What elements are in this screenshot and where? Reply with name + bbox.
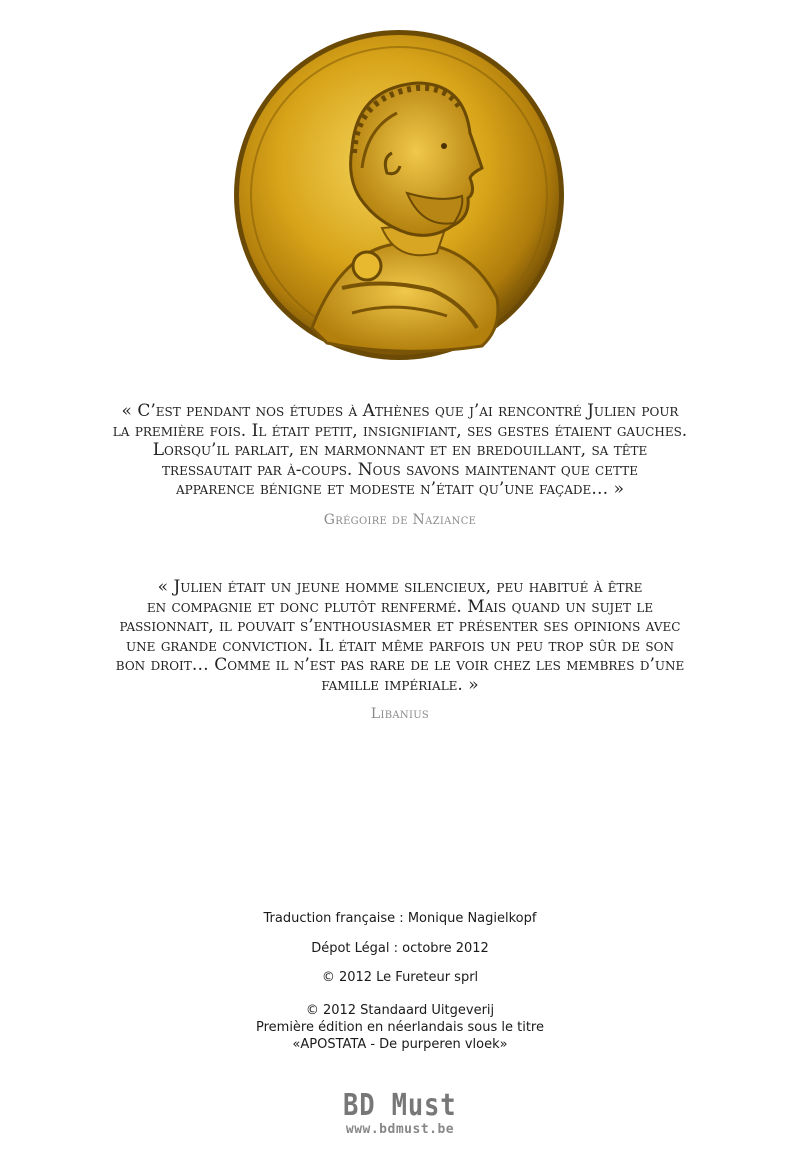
credit-block-original <box>150 1002 650 1053</box>
quote-line: la première fois. Il était petit, insignifiant, ses gestes étaient gauches. <box>112 420 688 441</box>
quote-line: en compagnie et donc plutôt renfermé. Mais quand un sujet le <box>146 596 654 617</box>
quote-line: bon droit… Comme il n’est pas rare de le voir chez les membres d’une <box>115 655 685 675</box>
quote-author-gregoire: Grégoire de Naziance <box>323 512 477 528</box>
logo-url: www.bdmust.be <box>345 1122 455 1137</box>
credit-legal-deposit: Dépot Légal : octobre 2012 <box>311 941 489 956</box>
gold-coin-icon <box>232 28 566 362</box>
credit-first-edition: Première édition en néerlandais sous le titre <box>255 1020 544 1035</box>
quote-gregoire <box>110 402 690 500</box>
quote-line: « C’est pendant nos études à Athènes que j’ai rencontré Julien pour <box>121 401 679 421</box>
quote-author-libanius: Libanius <box>370 706 430 722</box>
credit-original-title: «APOSTATA - De purperen vloek» <box>292 1037 508 1052</box>
quote-line: Lorsqu’il parlait, en marmonnant et en bredouillant, sa tête <box>152 440 648 460</box>
quote-line: passionnait, il pouvait s’enthousiasmer et présenter ses opinions avec <box>119 616 681 636</box>
quote-line: apparence bénigne et modeste n’était qu’une façade… » <box>175 479 625 499</box>
credit-translation: Traduction française : Monique Nagielkopf <box>263 911 537 926</box>
quote-line: une grande conviction. Il était même parfois un peu trop sûr de son <box>126 635 674 656</box>
credit-copyright-fureteur: © 2012 Le Fureteur sprl <box>321 970 479 985</box>
quote-line: famille impériale. » <box>321 674 479 695</box>
gold-coin-illustration <box>232 28 566 362</box>
quote-line: tressautait par à-coups. Nous savons maintenant que cette <box>162 459 638 480</box>
quote-line: « Julien était un jeune homme silencieux, peu habitué à être <box>157 577 643 597</box>
publisher-logo <box>300 1090 500 1137</box>
credit-copyright-standaard: © 2012 Standaard Uitgeverij <box>305 1003 495 1018</box>
quote-libanius <box>110 578 690 695</box>
logo-name: BD Must <box>343 1088 457 1123</box>
